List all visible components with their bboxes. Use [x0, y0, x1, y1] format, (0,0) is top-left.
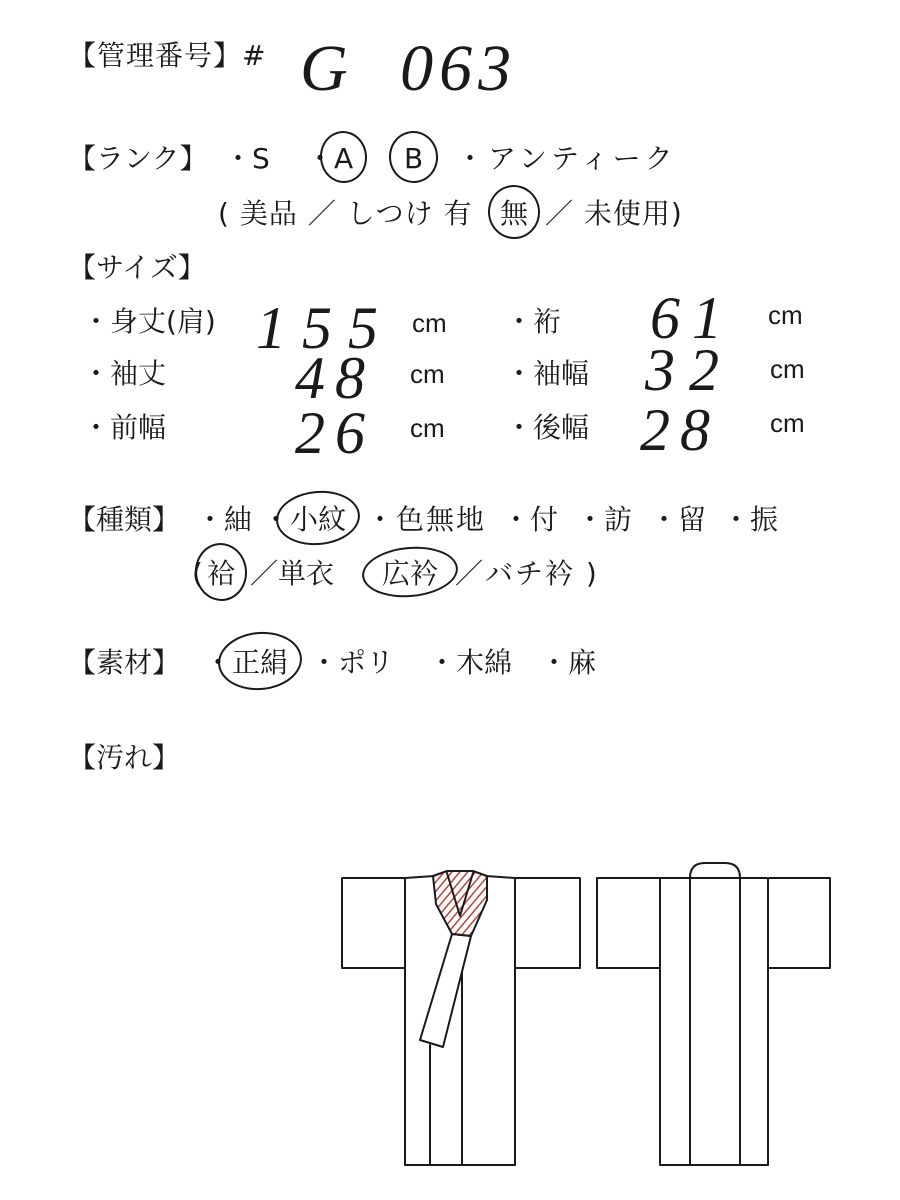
selection-circle	[232, 646, 289, 679]
bullet: ・	[224, 142, 253, 175]
bullet: ・	[722, 503, 751, 536]
construction-text: 袷	[207, 557, 236, 590]
rank-option-antique	[456, 142, 677, 175]
option-label: A	[334, 142, 354, 175]
type-option-iromuji	[366, 503, 487, 536]
size-unit: cm	[768, 300, 803, 330]
option-label: 麻	[568, 646, 597, 679]
material-label: 【素材】	[68, 646, 181, 679]
material-option-cotton	[428, 646, 513, 679]
bullet: ・	[196, 503, 225, 536]
front-collar-band	[420, 934, 471, 1047]
construction-text: ／単衣	[250, 557, 335, 590]
type-option-tsumugi	[196, 503, 253, 536]
selection-circle	[488, 142, 677, 175]
selection-circle	[404, 142, 424, 175]
bullet: ・	[456, 142, 489, 175]
size-field-value: 61	[650, 285, 734, 351]
size-field-value: 32	[645, 337, 733, 403]
bullet: ・	[428, 646, 457, 679]
type-option-komon	[262, 503, 347, 536]
option-label: 紬	[224, 503, 253, 536]
option-label: 小紋	[290, 503, 347, 536]
size-field-value: 28	[640, 397, 720, 463]
construction-option-hiroeri	[382, 557, 439, 590]
bullet: ・	[366, 503, 397, 536]
option-label: 振	[750, 503, 779, 536]
management-number-value: G 063	[300, 32, 518, 105]
front-left-sleeve	[342, 878, 405, 968]
construction-option-awase	[207, 557, 236, 590]
selection-circle	[455, 557, 599, 590]
selection-circle	[207, 557, 236, 590]
bullet: ・	[306, 142, 335, 175]
size-unit: cm	[412, 308, 447, 338]
option-label: 正絹	[232, 646, 289, 679]
type-label: 【種類】	[68, 503, 181, 536]
stains-label: 【汚れ】	[68, 741, 181, 774]
selection-circle	[338, 646, 395, 679]
material-option-poly	[310, 646, 395, 679]
size-field-label: ・身丈(肩)	[82, 305, 216, 338]
selection-circle	[604, 503, 633, 536]
selection-circle	[382, 557, 439, 590]
selection-circle	[224, 503, 253, 536]
selection-circle	[250, 557, 335, 590]
material-option-silk	[204, 646, 289, 679]
selection-circle	[500, 197, 529, 230]
back-right-sleeve	[768, 878, 830, 968]
option-label: 留	[678, 503, 707, 536]
type-option-furisode	[722, 503, 779, 536]
selection-circle	[456, 646, 513, 679]
condition-basting-none	[500, 197, 529, 230]
size-label: 【サイズ】	[68, 251, 206, 284]
selection-circle	[396, 503, 487, 536]
back-body-outline	[660, 878, 768, 1165]
bullet: ・	[310, 646, 339, 679]
rank-option-b	[404, 142, 424, 175]
option-label: 訪	[604, 503, 633, 536]
selection-circle	[750, 503, 779, 536]
size-field-label: ・袖丈	[82, 357, 167, 390]
selection-circle	[334, 142, 354, 175]
condition-segment	[545, 197, 683, 230]
back-collar	[690, 863, 740, 878]
rank-option-s	[224, 142, 270, 175]
construction-text: ／バチ衿 )	[455, 557, 599, 590]
option-label: 付	[530, 503, 559, 536]
bullet: ・	[576, 503, 605, 536]
kimono-front-diagram	[342, 871, 580, 1165]
rank-label: 【ランク】	[68, 142, 208, 175]
option-label: アンティーク	[488, 142, 677, 175]
selection-circle	[290, 503, 347, 536]
back-left-sleeve	[597, 878, 660, 968]
management-number-label: 【管理番号】#	[68, 39, 267, 72]
option-label: B	[404, 142, 424, 175]
type-option-houmongi	[576, 503, 633, 536]
material-option-linen	[540, 646, 597, 679]
size-field-value: 155	[256, 295, 394, 361]
size-unit: cm	[770, 354, 805, 384]
size-field-label: ・袖幅	[505, 357, 590, 390]
bullet: ・	[540, 646, 569, 679]
selection-circle	[678, 503, 707, 536]
construction-text: 広衿	[382, 557, 439, 590]
selection-circle	[252, 142, 270, 175]
construction-text: (	[192, 557, 203, 590]
size-field-label: ・前幅	[82, 411, 167, 444]
option-label: 木綿	[456, 646, 513, 679]
type-option-tomesode	[650, 503, 707, 536]
size-field-label: ・後幅	[505, 411, 590, 444]
size-unit: cm	[410, 413, 445, 443]
condition-segment	[218, 197, 473, 230]
size-field-value: 26	[295, 400, 375, 466]
bullet: ・	[262, 503, 291, 536]
kimono-diagram	[330, 850, 840, 1180]
kimono-back-diagram	[597, 863, 830, 1165]
rank-option-a	[306, 142, 354, 175]
front-right-sleeve	[515, 878, 580, 968]
bullet: ・	[204, 646, 233, 679]
condition-text: 無	[500, 197, 529, 230]
condition-text: ／ 未使用)	[545, 197, 683, 230]
construction-option-bachieri	[455, 557, 599, 590]
size-unit: cm	[410, 359, 445, 389]
bullet: ・	[650, 503, 679, 536]
construction-option-hitoe	[250, 557, 335, 590]
selection-circle	[530, 503, 559, 536]
selection-circle	[568, 646, 597, 679]
type-option-tsukesage	[502, 503, 559, 536]
back-seam-lines	[690, 878, 740, 1165]
bullet: ・	[502, 503, 531, 536]
selection-circle	[218, 197, 473, 230]
condition-text: ( 美品 ／ しつけ 有	[218, 197, 473, 230]
option-label: 色無地	[396, 503, 487, 536]
selection-circle	[545, 197, 683, 230]
option-label: ポリ	[338, 646, 395, 679]
size-field-label: ・裄	[505, 305, 562, 338]
option-label: S	[252, 142, 270, 175]
size-field-value: 48	[295, 345, 375, 411]
collar-stain-mark	[433, 871, 487, 936]
size-unit: cm	[770, 408, 805, 438]
